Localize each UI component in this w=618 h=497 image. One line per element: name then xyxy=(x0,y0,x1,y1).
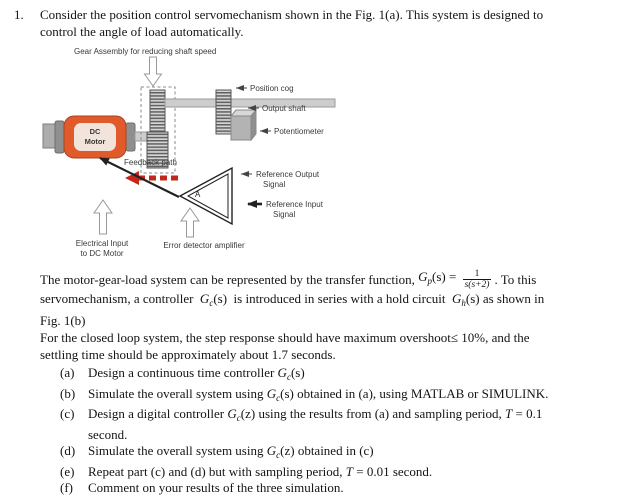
paragraph-line-3: Fig. 1(b) xyxy=(40,313,86,328)
gear-1 xyxy=(150,90,165,132)
text-segment: p xyxy=(427,276,433,286)
motor-left-cap xyxy=(55,121,64,153)
electrical-input-arrow-icon xyxy=(94,200,112,234)
text-segment: (s) xyxy=(280,385,294,401)
text-segment: c xyxy=(236,413,241,423)
text-segment: T xyxy=(505,406,513,421)
transfer-function-gp xyxy=(418,268,459,290)
error-detector-label: Error detector amplifier xyxy=(163,241,245,250)
servo-diagram xyxy=(40,44,440,260)
motor-label-line2: Motor xyxy=(84,137,106,146)
text-segment: = 0.1 xyxy=(512,406,543,421)
figure-1a xyxy=(40,44,608,260)
question-item-f xyxy=(60,480,608,497)
text-segment: (s) xyxy=(465,291,480,306)
text-segment: G xyxy=(266,385,277,401)
feedback-path-label: Feedback path xyxy=(124,158,177,167)
text-segment: Design a digital controller xyxy=(88,406,228,421)
fraction-numerator: 1 xyxy=(474,268,480,279)
text-segment: G xyxy=(451,291,462,306)
text-segment: second. xyxy=(88,426,128,442)
question-item-c xyxy=(60,406,608,443)
question-item-b xyxy=(60,386,608,407)
text-segment: (z) xyxy=(280,443,295,458)
text-segment: c xyxy=(276,450,281,460)
item-label: (e) xyxy=(60,463,75,479)
text-run-pre: The motor-gear-load system can be represented by the transfer function, xyxy=(40,271,419,287)
text-segment: servomechanism, a controller xyxy=(40,291,200,306)
paragraph-line-2 xyxy=(40,290,608,312)
question-item-a xyxy=(60,365,608,386)
question-item-d xyxy=(60,443,608,464)
motor-label-line1: DC xyxy=(89,127,101,136)
text-segment: obtained in (c) xyxy=(294,443,374,458)
item-text xyxy=(88,443,374,464)
item-label: (b) xyxy=(60,385,76,401)
problem-intro xyxy=(40,7,543,40)
text-run-post: . To this xyxy=(494,271,537,287)
text-segment: Repeat part (c) and (d) but with sampling period, xyxy=(88,463,346,479)
item-label: (f) xyxy=(60,480,73,495)
potentiometer-label: Potentiometer xyxy=(274,127,324,136)
text-segment: (s) xyxy=(213,291,228,306)
text-segment: Simulate the overall system using xyxy=(88,385,267,401)
item-text xyxy=(88,406,542,443)
reference-output-label-line1: Reference Output xyxy=(256,170,320,179)
fraction xyxy=(463,269,492,290)
body-paragraph xyxy=(40,268,608,363)
text-segment: Comment on your results of the three simulation. xyxy=(88,480,344,495)
text-segment: G xyxy=(418,269,428,284)
text-segment: c xyxy=(209,298,214,308)
output-shaft xyxy=(165,99,335,107)
text-segment: obtained in (a), using MATLAB or SIMULINK. xyxy=(293,385,549,401)
text-segment: = 0.01 second. xyxy=(353,463,433,479)
text-segment: using the results from (a) and sampling period, xyxy=(255,406,506,421)
text-segment: (s) = xyxy=(432,269,460,284)
text-segment: c xyxy=(286,372,291,382)
text-segment: G xyxy=(199,291,210,306)
text-segment: G xyxy=(277,365,287,380)
item-text xyxy=(88,480,344,497)
position-cog-label: Position cog xyxy=(250,84,294,93)
error-detector-arrow-icon xyxy=(181,208,199,237)
output-shaft-label: Output shaft xyxy=(262,104,306,113)
text-segment: (s) xyxy=(290,365,305,380)
item-label: (d) xyxy=(60,443,76,458)
text-segment: Design a continuous time controller xyxy=(88,365,278,380)
question-item-e xyxy=(60,464,608,481)
motor-right-cap xyxy=(126,123,135,151)
electrical-input-label-line2: to DC Motor xyxy=(80,249,124,258)
text-segment: Simulate the overall system using xyxy=(88,443,267,458)
text-segment: is introduced in series with a hold circuit xyxy=(227,291,452,306)
question-list xyxy=(60,365,608,497)
potentiometer-side-face xyxy=(251,110,256,140)
text-segment: as shown in xyxy=(479,291,545,306)
intro-line-2: control the angle of load automatically. xyxy=(40,23,244,39)
amplifier-gain-label: A xyxy=(195,190,201,199)
problem-statement xyxy=(14,7,608,40)
item-label: (c) xyxy=(60,406,75,421)
fraction-denominator: s(s+2) xyxy=(464,279,490,290)
paragraph-line-4: For the closed loop system, the step response should have maximum overshoot≤ 10%, and the xyxy=(40,330,530,345)
item-text xyxy=(88,365,305,386)
position-cog-gear xyxy=(216,90,231,134)
item-text xyxy=(88,464,432,481)
down-arrow-icon xyxy=(145,57,162,86)
dc-motor xyxy=(55,116,135,158)
text-segment: (z) xyxy=(240,406,256,421)
text-segment: c xyxy=(276,392,281,403)
text-segment: h xyxy=(461,298,466,308)
text-segment: T xyxy=(345,463,353,479)
reference-input-label-line1: Reference Input xyxy=(266,200,323,209)
text-segment: G xyxy=(266,443,277,458)
reference-output-label-line2: Signal xyxy=(263,180,286,189)
item-text xyxy=(88,386,548,407)
problem-number: 1. xyxy=(14,7,24,22)
paragraph-line-5: settling time should be approximately about 1.7 seconds. xyxy=(40,347,336,362)
reference-input-label-line2: Signal xyxy=(273,210,296,219)
intro-line-1: Consider the position control servomechanism shown in the Fig. 1(a). This system is designed to xyxy=(40,7,544,22)
paragraph-line-1 xyxy=(40,268,608,290)
text-segment: G xyxy=(227,406,237,421)
electrical-input-label-line1: Electrical Input xyxy=(75,239,129,248)
potentiometer-front-face xyxy=(231,116,251,140)
gear-assembly-label: Gear Assembly for reducing shaft speed xyxy=(74,47,217,56)
potentiometer-box xyxy=(231,110,256,140)
item-label: (a) xyxy=(60,365,75,380)
